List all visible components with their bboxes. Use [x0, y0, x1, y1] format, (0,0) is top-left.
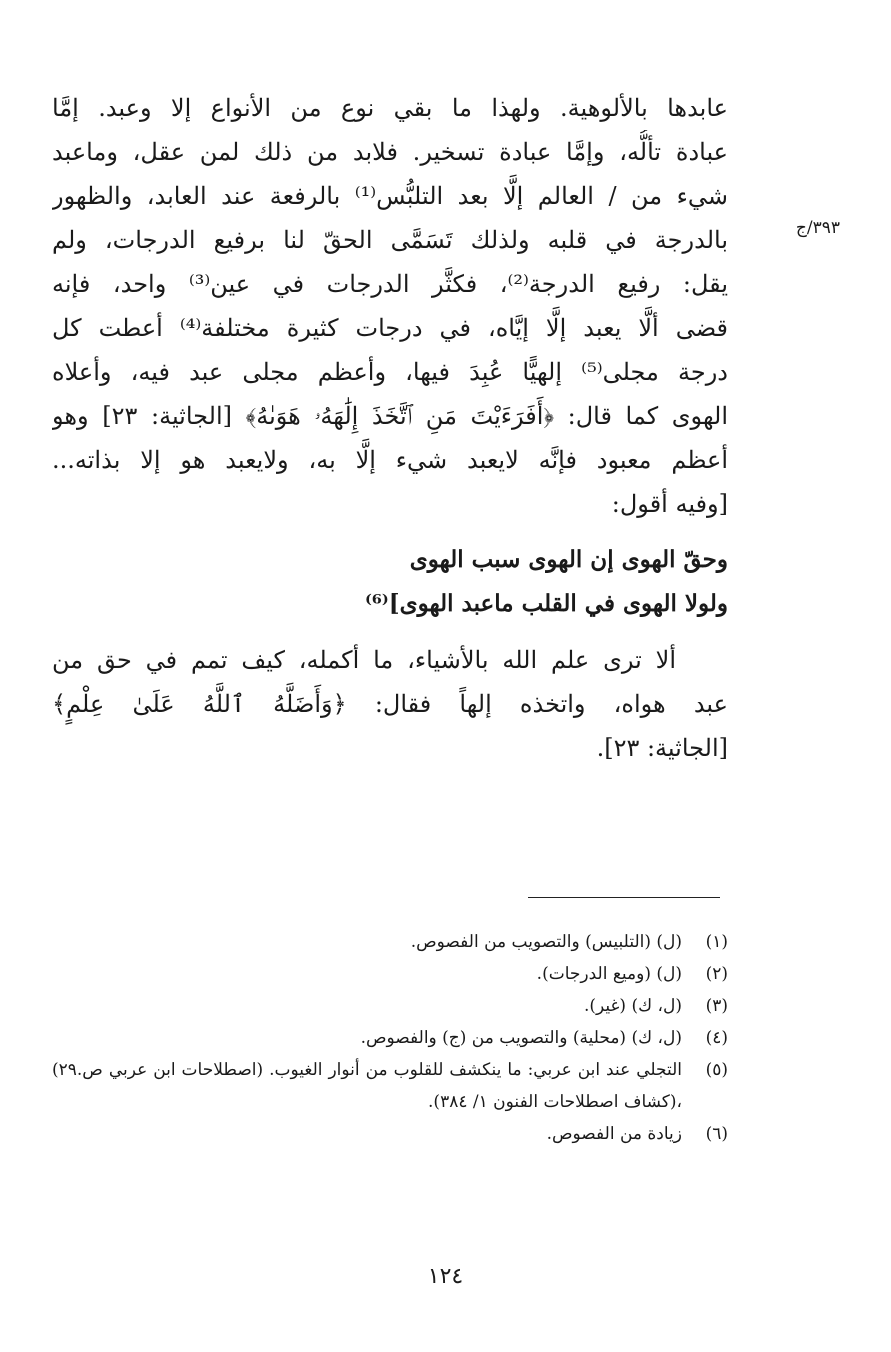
footnote-text: زيادة من الفصوص.	[546, 1124, 682, 1144]
text-line: عبادة تألُّه، وإمَّا عبادة تسخير. فلابد من ذلك لمن عقل، وماعبد	[52, 138, 728, 166]
text-line: قضى ألَّا يعبد إلَّا إيَّاه، في درجات كثيرة مختلفة⁽⁴⁾ أعطت كل	[52, 314, 728, 342]
text-line: عبد هواه، واتخذه إلهاً فقال: ﴿وَأَضَلَّهُ ٱللَّهُ عَلَىٰ عِلْمٍ﴾	[52, 690, 728, 718]
footnote	[52, 1118, 728, 1150]
verse-line: ولولا الهوى في القلب ماعبد الهوى]⁽⁶⁾	[364, 590, 728, 617]
text-line: شيء من / العالم إلَّا بعد التلبُّس⁽¹⁾ بالرفعة عند العابد، والظهور	[52, 182, 728, 210]
footnote-number: (٤)	[705, 1028, 728, 1048]
footnote-number: (١)	[705, 932, 728, 952]
text-line: عابدها بالألوهية. ولهذا ما بقي نوع من الأنواع إلا وعبد. إمَّا	[52, 94, 728, 122]
footnote-text: (ل، ك) (غير).	[584, 996, 682, 1016]
footnote-number: (٢)	[705, 964, 728, 984]
footnote	[52, 958, 728, 990]
footnote	[52, 990, 728, 1022]
footnote-number: (٥)	[705, 1060, 728, 1080]
text-line: يقل: رفيع الدرجة⁽²⁾، فكثَّر الدرجات في عين⁽³⁾ واحد، فإنه	[52, 270, 728, 298]
footnote	[52, 1054, 728, 1118]
text-line: أعظم معبود فإنَّه لايعبد شيء إلَّا به، ولايعبد هو إلا بذاته...	[52, 446, 728, 474]
margin-manuscript-reference: ٣٩٣/ج	[795, 218, 840, 238]
text-line: [وفيه أقول:	[611, 490, 728, 518]
text-line: درجة مجلى⁽⁵⁾ إلهيًّا عُبِدَ فيها، وأعظم مجلى عبد فيه، وأعلاه	[52, 358, 728, 386]
text-line: [الجاثية: ٢٣].	[596, 734, 728, 762]
footnote-text: (ل) (التلبيس) والتصويب من الفصوص.	[410, 932, 682, 952]
footnotes	[52, 926, 728, 1150]
text-line: الهوى كما قال: ﴿أَفَرَءَيْتَ مَنِ ٱتَّخَذَ إِلَٰهَهُۥ هَوَىٰهُ﴾ [الجاثية: ٢٣] وهو	[52, 402, 728, 430]
footnote-separator	[528, 897, 720, 898]
footnote-text: (ل) (وميع الدرجات).	[536, 964, 682, 984]
verse-line: وحقّ الهوى إن الهوى سبب الهوى	[409, 546, 728, 573]
footnote	[52, 1022, 728, 1054]
main-text	[52, 86, 728, 770]
text-line: بالدرجة في قلبه ولذلك تَسَمَّى الحقّ لنا برفيع الدرجات، ولم	[52, 226, 728, 254]
footnote-number: (٦)	[705, 1124, 728, 1144]
footnote	[52, 926, 728, 958]
text-line: ألا ترى علم الله بالأشياء، ما أكمله، كيف تمم في حق من	[52, 646, 676, 674]
footnote-text: التجلي عند ابن عربي: ما ينكشف للقلوب من أنوار الغيوب. (اصطلاحات ابن عربي ص.٢٩) ،(كشاف اصطلاحات الفنون ١/ ٣٨٤).	[52, 1060, 682, 1112]
page-number: ١٢٤	[427, 1264, 464, 1289]
footnote-text: (ل، ك) (محلية) والتصويب من (ج) والفصوص.	[360, 1028, 682, 1048]
footnote-number: (٣)	[705, 996, 728, 1016]
